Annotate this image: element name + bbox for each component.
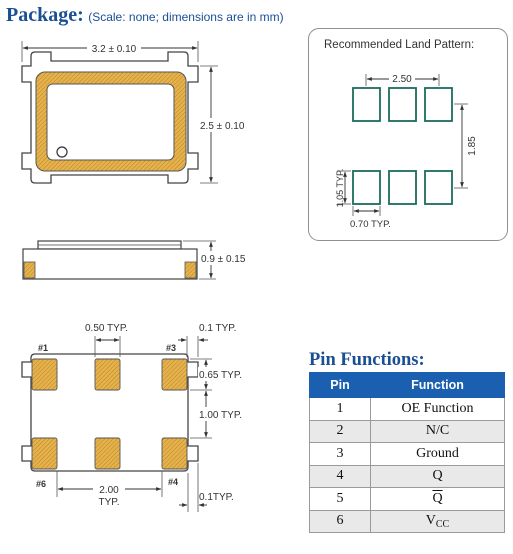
pin6-label: #6 [36,479,47,489]
side-view-pad-right [185,262,196,278]
side-thick-label: 0.9 ± 0.15 [201,254,246,265]
bottom-pad-6 [32,438,57,469]
land-pattern-panel [308,28,508,241]
pin-number: 1 [310,398,371,421]
span-label-line2: TYP. [98,497,120,508]
bottom-view [22,323,250,512]
table-row [310,398,505,421]
pin1-dot [57,147,67,157]
pin-function: Q [371,465,505,488]
bottom-edge-label: 0.1TYP. [199,492,234,503]
land-pattern-title: Recommended Land Pattern: [324,39,475,51]
top-view [22,40,251,183]
table-row [310,443,505,466]
pin3-label: #3 [166,343,177,353]
land-row-label: 1.85 [467,136,478,156]
side-view [23,241,254,279]
pin-function: Ground [371,443,505,466]
pin-function: N/C [371,420,505,443]
pin-function-q-bar: $\overline{Q}$ [432,490,443,506]
pin-function-vcc-sub: CC [435,518,450,530]
bottom-pad-4 [162,438,187,469]
land-pitch-label: 2.50 [392,74,412,85]
pin-number: 2 [310,420,371,443]
side-view-body [23,249,197,279]
column-header-function: Function [371,373,505,398]
pin-number: 5 [310,488,371,511]
pin-number: 6 [310,510,371,533]
bottom-pad-2 [95,359,120,390]
pin4-label: #4 [168,477,179,487]
table-row [310,465,505,488]
column-header-pin: Pin [310,373,371,398]
package-title: Package: [6,4,84,26]
pad-height-label: 0.65 TYP. [199,370,242,381]
pad-gap-label: 1.00 TYP. [199,410,242,421]
package-subtitle: (Scale: none; dimensions are in mm) [88,10,284,24]
pin-number: 3 [310,443,371,466]
bottom-pad-5 [95,438,120,469]
pad-width-label: 0.50 TYP. [85,323,128,334]
table-row [310,488,505,511]
land-padw-label: 0.70 TYP. [350,219,391,230]
pin1-label: #1 [38,343,49,353]
pin-function-vcc-main: V [425,512,436,528]
bottom-pad-1 [32,359,57,390]
pin-number: 4 [310,465,371,488]
bottom-pad-3 [162,359,187,390]
edge-label: 0.1 TYP. [199,323,237,334]
pin-function [371,510,505,533]
pin-functions-table [309,372,505,533]
span-label-line1: 2.00 [99,485,119,496]
table-row [310,510,505,533]
top-width-label: 3.2 ± 0.10 [91,44,137,55]
top-height-label: 2.5 ± 0.10 [200,121,245,132]
table-row [310,420,505,443]
pin-function: OE Function [371,398,505,421]
land-padh-label: 1.05 TYP. [335,168,345,208]
side-view-pad-left [24,262,35,278]
table-header-row [310,373,505,398]
pin-functions-title: Pin Functions: [309,350,425,370]
pin-function [371,488,505,511]
